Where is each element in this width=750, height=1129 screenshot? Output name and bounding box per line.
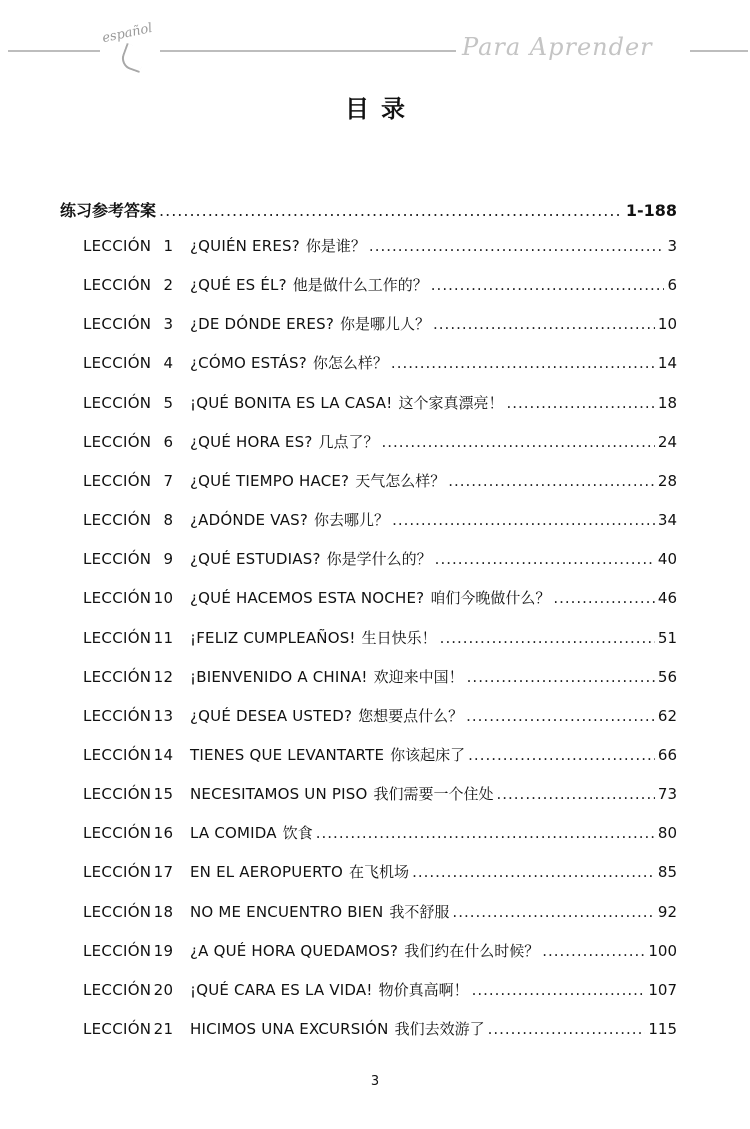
lesson-page: 56 <box>657 667 677 686</box>
dot-leader <box>392 511 655 529</box>
lesson-page: 34 <box>657 511 677 530</box>
lesson-page: 24 <box>657 432 677 451</box>
lesson-number: 14 <box>153 745 174 764</box>
toc-entry-lesson-17[interactable] <box>83 861 677 887</box>
lesson-title-chinese: 我们需要一个住处 <box>373 785 494 804</box>
lesson-page: 115 <box>648 1020 677 1038</box>
lesson-title-spanish: ¡QUÉ BONITA ES LA CASA! <box>190 393 393 412</box>
lesson-number: 5 <box>163 393 174 412</box>
lesson-page: 73 <box>657 785 677 804</box>
toc-entry-lesson-14[interactable] <box>83 744 677 770</box>
toc-entry-lesson-9[interactable] <box>83 548 677 574</box>
page-number: 3 <box>370 1074 380 1089</box>
lesson-label <box>83 629 190 647</box>
dot-leader <box>159 201 623 220</box>
lesson-title-spanish: NO ME ENCUENTRO BIEN <box>190 902 384 921</box>
publisher-logo-text: español <box>100 20 154 47</box>
lesson-prefix: LECCIÓN <box>83 941 152 960</box>
lesson-number: 21 <box>153 1020 174 1038</box>
toc-entry-lesson-7[interactable] <box>83 470 677 496</box>
toc-entry-lesson-2[interactable] <box>83 274 677 300</box>
lesson-title-chinese: 我们约在什么时候？ <box>404 941 540 960</box>
lesson-page: 6 <box>667 276 677 295</box>
lesson-title-spanish: ¿DE DÓNDE ERES? <box>190 315 334 334</box>
publisher-logo-icon <box>119 43 148 73</box>
lesson-number: 16 <box>153 824 174 843</box>
toc-entry-lesson-6[interactable] <box>83 431 677 457</box>
dot-leader <box>448 472 655 490</box>
lesson-title-spanish: ¡BIENVENIDO A CHINA! <box>190 667 368 686</box>
lesson-title-chinese: 咱们今晚做什么？ <box>430 589 551 608</box>
toc-entry-lesson-12[interactable] <box>83 666 677 692</box>
lesson-page: 100 <box>648 941 677 960</box>
toc-entry-lesson-21[interactable] <box>83 1018 677 1044</box>
lesson-label <box>83 746 190 764</box>
lesson-prefix: LECCIÓN <box>83 785 152 804</box>
toc-entry-lesson-16[interactable] <box>83 822 677 848</box>
toc-entry-lesson-3[interactable] <box>83 313 677 339</box>
dot-leader <box>316 824 655 842</box>
lesson-title-chinese: 天气怎么样？ <box>355 471 446 490</box>
lesson-title-chinese: 生日快乐！ <box>361 628 437 647</box>
lesson-title-chinese: 这个家真漂亮！ <box>398 393 504 412</box>
lesson-label <box>83 276 190 294</box>
dot-leader <box>452 903 654 921</box>
lesson-page: 80 <box>657 824 677 843</box>
lesson-number: 6 <box>163 432 174 451</box>
dot-leader <box>431 276 665 294</box>
lesson-page: 10 <box>657 315 677 334</box>
dot-leader <box>468 746 655 764</box>
lesson-title-chinese: 几点了？ <box>318 432 379 451</box>
header-rule-middle <box>160 50 456 52</box>
lesson-title-spanish: HICIMOS UNA EXCURSIÓN <box>190 1020 389 1038</box>
toc-entry-lesson-5[interactable] <box>83 392 677 418</box>
toc-entry-lesson-10[interactable] <box>83 587 677 613</box>
dot-leader <box>433 315 655 333</box>
toc-entry-lesson-13[interactable] <box>83 705 677 731</box>
lesson-page: 28 <box>657 471 677 490</box>
lesson-prefix: LECCIÓN <box>83 550 152 569</box>
lesson-title-spanish: ¡QUÉ CARA ES LA VIDA! <box>190 980 373 999</box>
lesson-prefix: LECCIÓN <box>83 863 152 882</box>
lesson-label <box>83 863 190 881</box>
dot-leader <box>542 942 645 960</box>
lesson-label <box>83 981 190 999</box>
toc-entry-lesson-8[interactable] <box>83 509 677 535</box>
lesson-label <box>83 511 190 529</box>
header-rule-left <box>8 50 100 52</box>
lesson-title-spanish: ¿ADÓNDE VAS? <box>190 511 309 530</box>
lesson-label <box>83 472 190 490</box>
toc-entry-lesson-20[interactable] <box>83 979 677 1005</box>
lesson-number: 12 <box>153 667 174 686</box>
lesson-prefix: LECCIÓN <box>83 745 152 764</box>
toc-entry-lesson-11[interactable] <box>83 627 677 653</box>
lesson-prefix: LECCIÓN <box>83 1020 152 1038</box>
dot-leader <box>488 1020 646 1038</box>
lesson-number: 10 <box>153 589 174 608</box>
lesson-number: 3 <box>163 315 174 334</box>
lesson-label <box>83 550 190 568</box>
lesson-label <box>83 707 190 725</box>
dot-leader <box>440 629 655 647</box>
lesson-number: 19 <box>153 941 174 960</box>
toc-main-entry[interactable] <box>60 198 677 226</box>
lesson-page: 85 <box>657 863 677 882</box>
lesson-prefix: LECCIÓN <box>83 667 152 686</box>
lesson-title-chinese: 饮食 <box>282 824 313 843</box>
dot-leader <box>466 707 655 725</box>
lesson-number: 20 <box>153 980 174 999</box>
page-header <box>0 0 750 100</box>
lesson-prefix: LECCIÓN <box>83 432 152 451</box>
dot-leader <box>553 589 655 607</box>
lesson-label <box>83 354 190 372</box>
lesson-page: 107 <box>648 980 677 999</box>
lesson-title-spanish: ¿QUÉ ES ÉL? <box>190 276 287 295</box>
lesson-number: 8 <box>163 511 174 530</box>
lesson-prefix: LECCIÓN <box>83 824 152 843</box>
lesson-page: 14 <box>657 354 677 373</box>
dot-leader <box>382 433 655 451</box>
lesson-label <box>83 785 190 803</box>
lesson-number: 18 <box>153 902 174 921</box>
lesson-label <box>83 1020 190 1038</box>
lesson-label <box>83 903 190 921</box>
lesson-title-chinese: 你该起床了 <box>390 745 466 764</box>
lesson-title-spanish: ¿QUÉ TIEMPO HACE? <box>190 471 350 490</box>
lesson-prefix: LECCIÓN <box>83 276 152 295</box>
lesson-prefix: LECCIÓN <box>83 471 152 490</box>
lesson-title-chinese: 您想要点什么？ <box>358 706 464 725</box>
lesson-page: 51 <box>657 628 677 647</box>
lesson-title-spanish: ¿QUÉ HORA ES? <box>190 432 313 451</box>
lesson-title-spanish: ¿A QUÉ HORA QUEDAMOS? <box>190 941 399 960</box>
lesson-title-chinese: 你是哪儿人？ <box>340 315 431 334</box>
toc-entry-lesson-4[interactable] <box>83 352 677 378</box>
lesson-prefix: LECCIÓN <box>83 315 152 334</box>
lesson-title-chinese: 你去哪儿？ <box>314 511 390 530</box>
lesson-number: 15 <box>153 785 174 804</box>
lesson-page: 92 <box>657 902 677 921</box>
lesson-page: 3 <box>667 237 677 255</box>
toc-main-label: 练习参考答案 <box>60 201 157 220</box>
lesson-label <box>83 433 190 451</box>
header-rule-right <box>690 50 748 52</box>
lesson-prefix: LECCIÓN <box>83 237 152 255</box>
lesson-number: 1 <box>163 237 174 255</box>
lesson-title-spanish: ¿CÓMO ESTÁS? <box>190 354 307 373</box>
lesson-title-chinese: 欢迎来中国！ <box>373 667 464 686</box>
lesson-title-spanish: ¿QUÉ ESTUDIAS? <box>190 550 321 569</box>
lesson-title-chinese: 物价真高啊！ <box>378 980 469 999</box>
lesson-title-spanish: ¿QUÉ HACEMOS ESTA NOCHE? <box>190 589 425 608</box>
page-title: 目录 <box>345 95 417 123</box>
lesson-label <box>83 668 190 686</box>
lesson-label <box>83 942 190 960</box>
lesson-prefix: LECCIÓN <box>83 393 152 412</box>
lesson-title-spanish: LA COMIDA <box>190 824 277 843</box>
lesson-title-spanish: ¿QUIÉN ERES? <box>190 237 300 255</box>
toc-entry-lesson-19[interactable] <box>83 940 677 966</box>
lesson-prefix: LECCIÓN <box>83 980 152 999</box>
lesson-page: 62 <box>657 706 677 725</box>
lesson-title-chinese: 你是学什么的？ <box>326 550 432 569</box>
lesson-title-spanish: EN EL AEROPUERTO <box>190 863 344 882</box>
lesson-number: 17 <box>153 863 174 882</box>
toc-entry-lesson-15[interactable] <box>83 783 677 809</box>
lesson-page: 66 <box>657 745 677 764</box>
lesson-title-chinese: 我们去效游了 <box>394 1020 485 1038</box>
lesson-prefix: LECCIÓN <box>83 589 152 608</box>
dot-leader <box>369 237 665 255</box>
lesson-label <box>83 589 190 607</box>
dot-leader <box>496 785 654 803</box>
lesson-label <box>83 237 190 255</box>
lesson-page: 46 <box>657 589 677 608</box>
lesson-title-chinese: 他是做什么工作的？ <box>292 276 428 295</box>
toc-main-pages: 1-188 <box>625 201 677 220</box>
lesson-number: 2 <box>163 276 174 295</box>
lesson-label <box>83 315 190 333</box>
dot-leader <box>506 394 654 412</box>
lesson-number: 9 <box>163 550 174 569</box>
dot-leader <box>472 981 646 999</box>
lesson-label <box>83 394 190 412</box>
lesson-number: 4 <box>163 354 174 373</box>
lesson-prefix: LECCIÓN <box>83 511 152 530</box>
lesson-title-spanish: ¿QUÉ DESEA USTED? <box>190 706 353 725</box>
lesson-title-spanish: TIENES QUE LEVANTARTE <box>190 745 385 764</box>
lesson-title-spanish: ¡FELIZ CUMPLEAÑOS! <box>190 628 356 647</box>
lesson-title-spanish: NECESITAMOS UN PISO <box>190 785 368 804</box>
lesson-label <box>83 824 190 842</box>
lesson-title-chinese: 我不舒服 <box>389 902 450 921</box>
dot-leader <box>467 668 655 686</box>
toc-entry-lesson-18[interactable] <box>83 901 677 927</box>
lesson-prefix: LECCIÓN <box>83 706 152 725</box>
dot-leader <box>412 863 655 881</box>
lesson-number: 13 <box>153 706 174 725</box>
toc-entry-lesson-1[interactable] <box>83 235 677 261</box>
dot-leader <box>391 354 655 372</box>
lesson-title-chinese: 在飞机场 <box>349 863 410 882</box>
running-title: Para Aprender <box>462 33 653 61</box>
lesson-page: 40 <box>657 550 677 569</box>
lesson-number: 7 <box>163 471 174 490</box>
lesson-prefix: LECCIÓN <box>83 628 152 647</box>
lesson-page: 18 <box>657 393 677 412</box>
lesson-number: 11 <box>153 628 174 647</box>
lesson-prefix: LECCIÓN <box>83 354 152 373</box>
lesson-title-chinese: 你怎么样？ <box>312 354 388 373</box>
lesson-title-chinese: 你是谁？ <box>305 237 366 255</box>
lesson-prefix: LECCIÓN <box>83 902 152 921</box>
dot-leader <box>435 550 655 568</box>
